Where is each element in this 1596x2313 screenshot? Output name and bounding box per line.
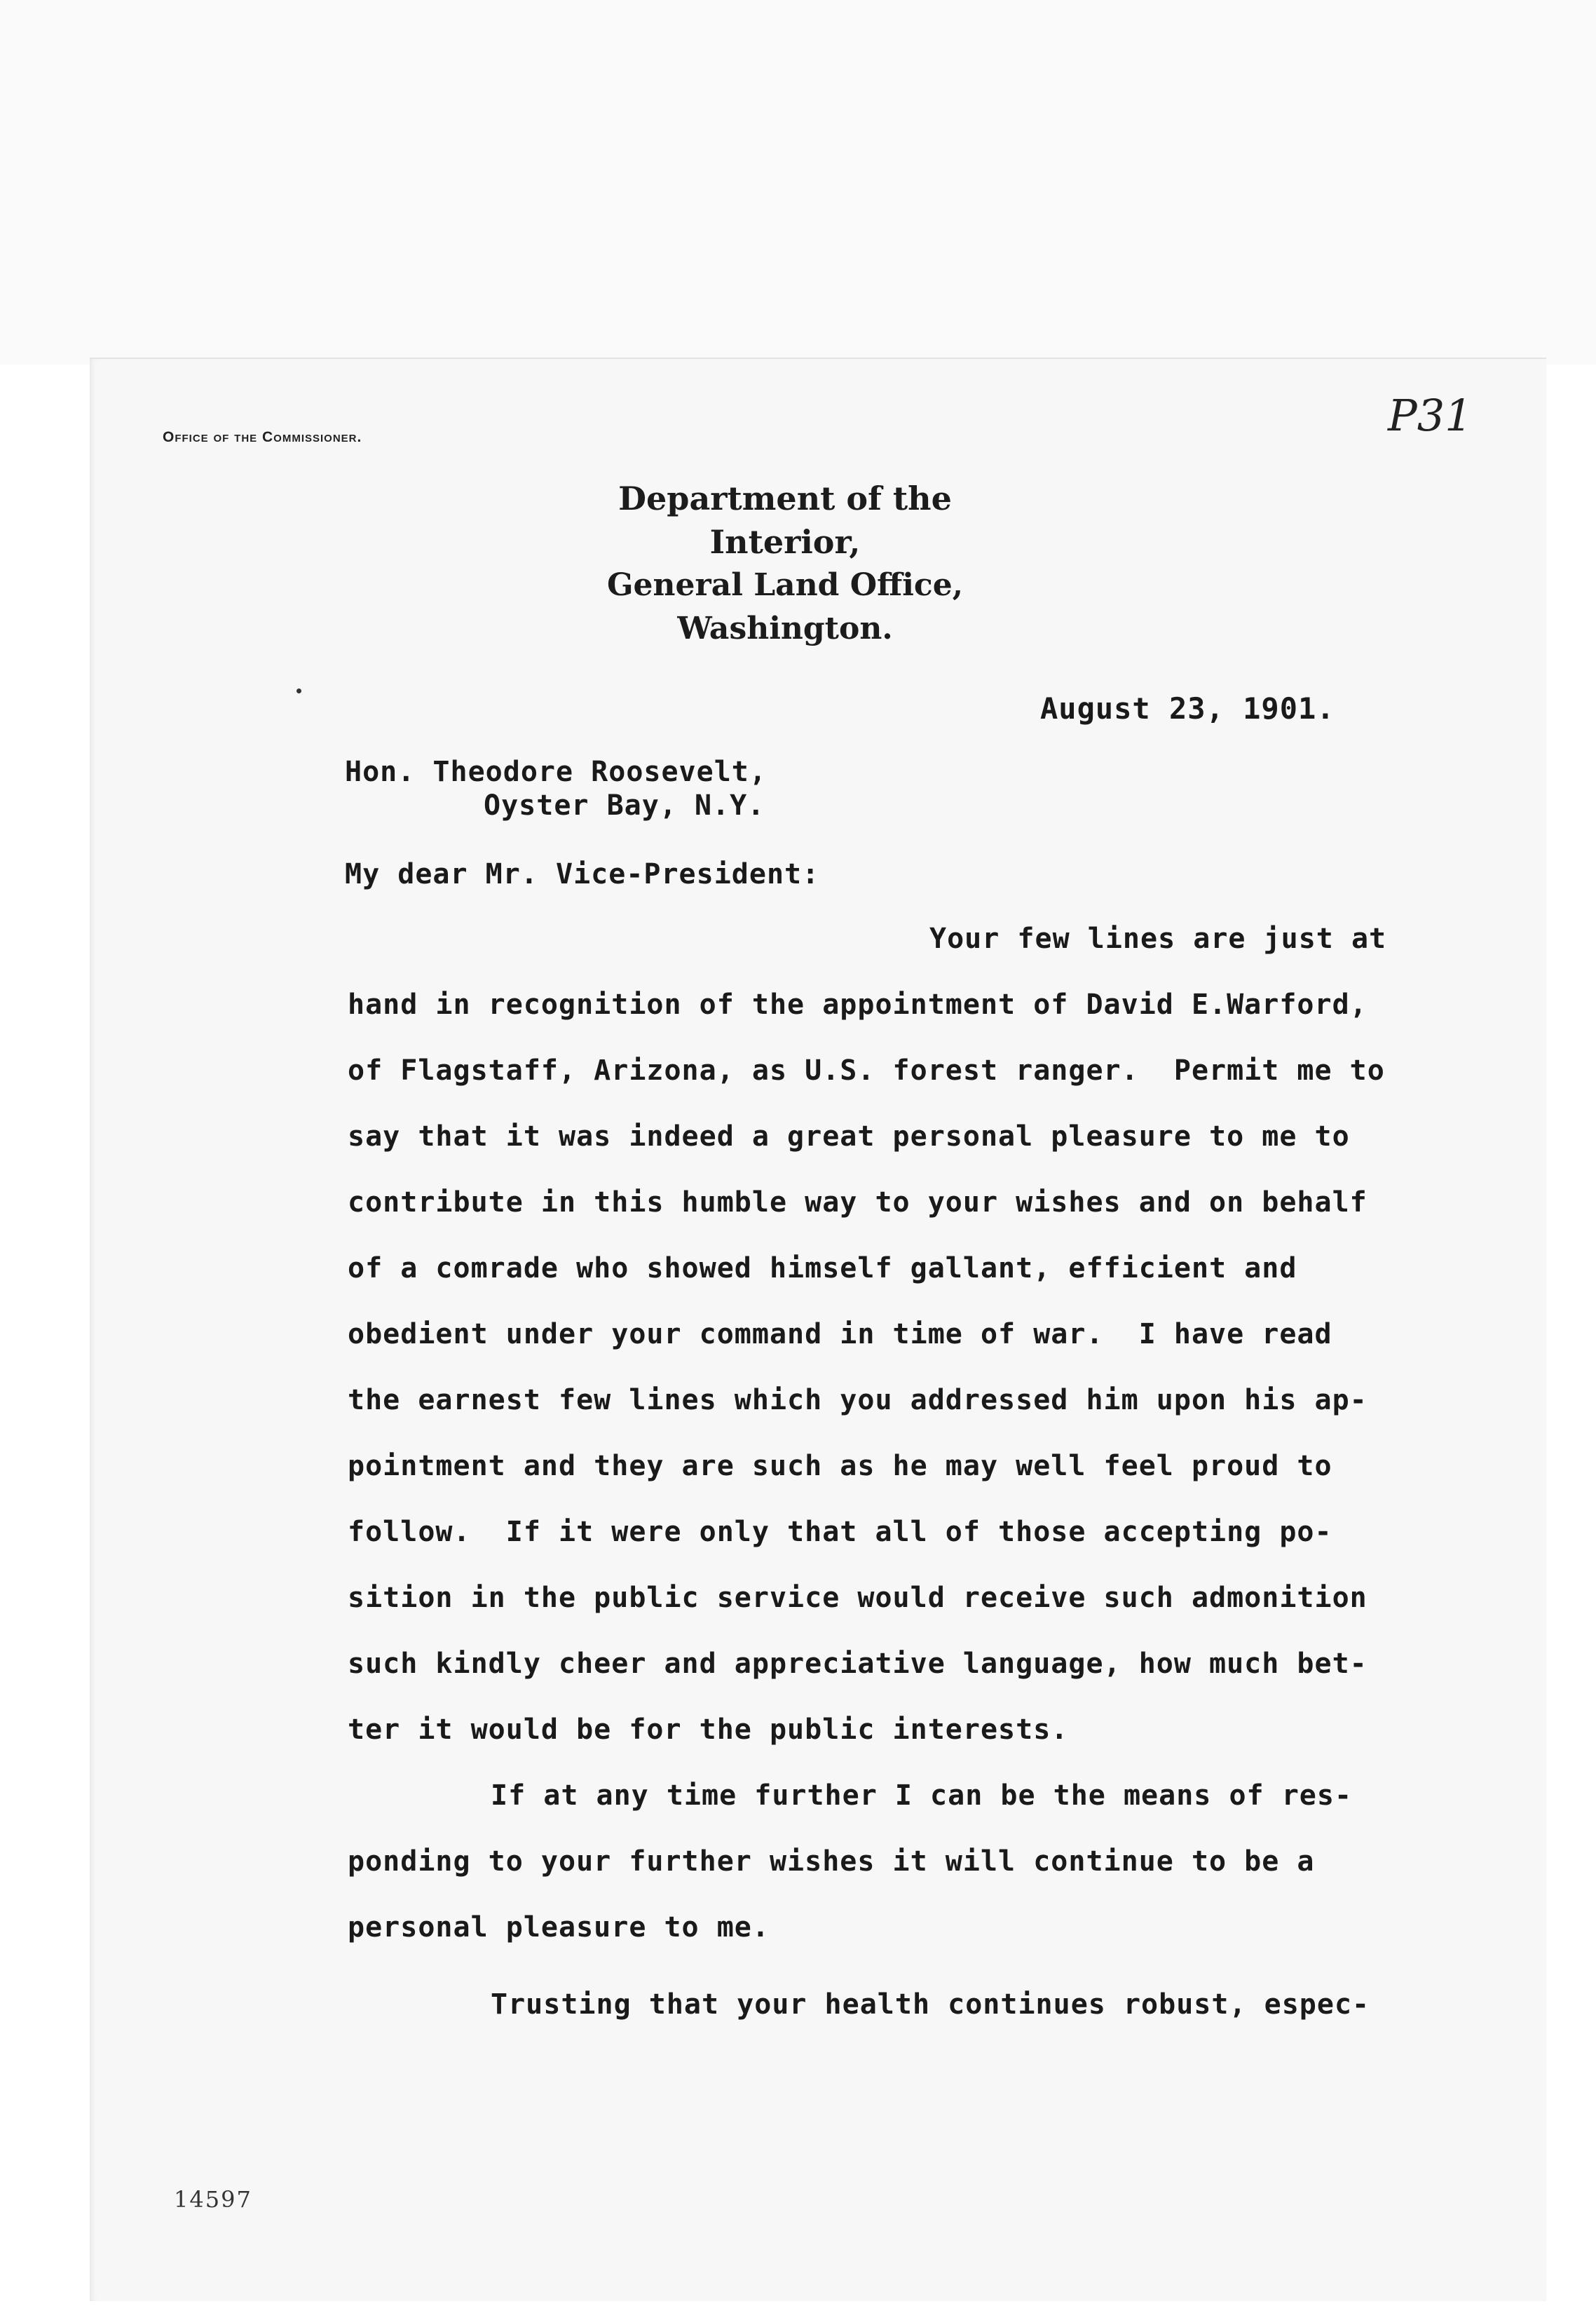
- body-line: obedient under your command in time of war. I have read: [348, 1318, 1332, 1350]
- body-line: follow. If it were only that all of those accepting po-: [348, 1516, 1332, 1548]
- body-line: personal pleasure to me.: [348, 1911, 770, 1944]
- body-line: pointment and they are such as he may well feel proud to: [348, 1450, 1332, 1482]
- body-line: Trusting that your health continues robust, espec-: [491, 1988, 1370, 2021]
- body-line: say that it was indeed a great personal pleasure to me to: [348, 1120, 1350, 1153]
- body-line: sition in the public service would receive such admonition: [348, 1582, 1367, 1614]
- body-line: hand in recognition of the appointment of David E.Warford,: [348, 989, 1367, 1021]
- document-number: 14597: [174, 2186, 252, 2213]
- office-line: Office of the Commissioner.: [163, 429, 362, 445]
- body-line: If at any time further I can be the means of res-: [491, 1779, 1353, 1812]
- body-line: of a comrade who showed himself gallant, efficient and: [348, 1252, 1297, 1284]
- body-line: ponding to your further wishes it will continue to be a: [348, 1845, 1315, 1878]
- body-line: ter it would be for the public interests.: [348, 1714, 1069, 1746]
- recipient-location: Oyster Bay, N.Y.: [484, 789, 765, 822]
- letterhead-city: Washington.: [677, 611, 893, 646]
- body-line: Your few lines are just at: [929, 923, 1387, 955]
- recipient-name: Hon. Theodore Roosevelt,: [345, 756, 767, 788]
- letter-date: August 23, 1901.: [1040, 691, 1335, 726]
- body-line: contribute in this humble way to your wishes and on behalf: [348, 1186, 1367, 1219]
- ink-dot: [296, 689, 301, 693]
- body-line: of Flagstaff, Arizona, as U.S. forest ranger. Permit me to: [348, 1054, 1385, 1087]
- folio-mark: P31: [1388, 390, 1473, 441]
- letterhead-department: Department of the Interior,: [618, 480, 952, 561]
- salutation: My dear Mr. Vice-President:: [345, 858, 820, 890]
- upper-sheet: [0, 0, 1596, 365]
- body-line: such kindly cheer and appreciative language, how much bet-: [348, 1648, 1367, 1680]
- letterhead: [540, 477, 1030, 651]
- letterhead-office: General Land Office,: [606, 567, 964, 603]
- body-line: the earnest few lines which you addressed him upon his ap-: [348, 1384, 1367, 1416]
